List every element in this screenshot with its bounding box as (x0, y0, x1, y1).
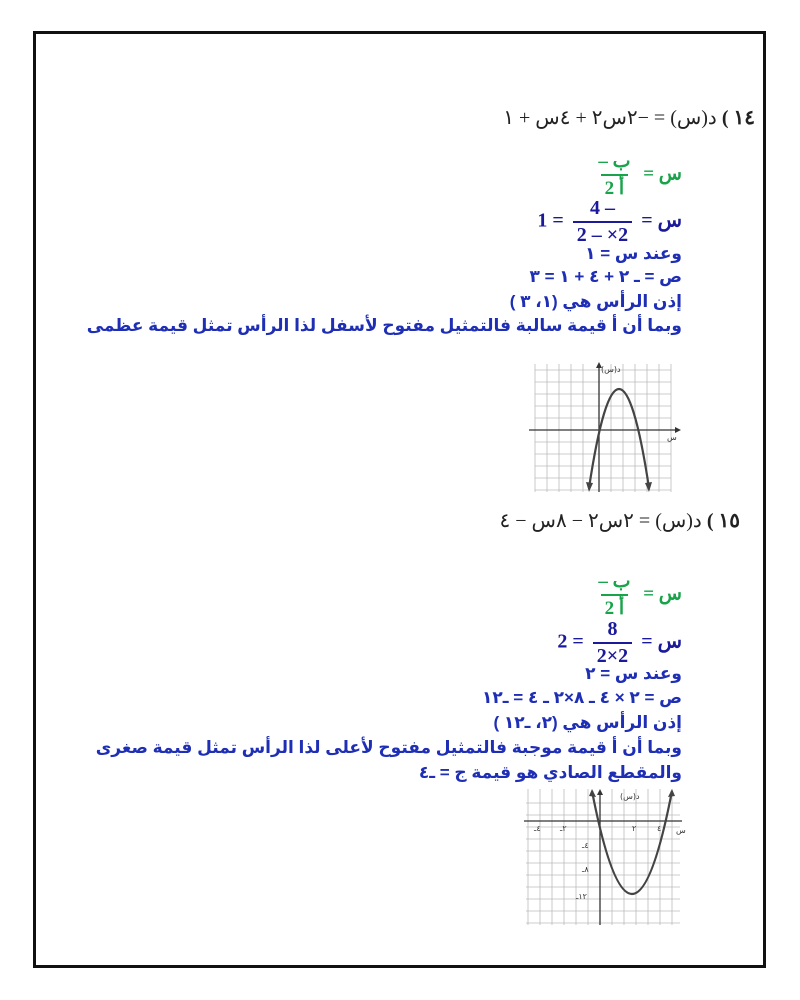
x-tick-label: ٤ (657, 824, 662, 833)
y-tick-label: ٨ـ (582, 865, 589, 874)
fraction (593, 618, 632, 668)
fraction-numerator: 8 (607, 618, 618, 640)
y-tick-label: ٤ـ (582, 841, 589, 850)
formula-lhs: س = (643, 583, 682, 605)
calc-result: = 2 (557, 630, 584, 653)
function-equation: د(س) = −٢س٢ + ٤س + ١ (503, 107, 717, 129)
solution-line: وبما أن أ قيمة موجبة فالتمثيل مفتوح لأعلى لذا الرأس تمثل قيمة صغرى (95, 738, 682, 757)
solution-line: ص = ٢ × ٤ ـ ٨×٢ ـ ٤ = ـ١٢ (482, 688, 682, 707)
y-axis-label: د(س) (601, 365, 621, 374)
parabola-graph-15 (520, 787, 686, 927)
solution-line: وعند س = ٢ (585, 664, 682, 683)
problem-number: ١٥ (718, 510, 740, 532)
function-equation: د(س) = ٢س٢ − ٨س − ٤ (499, 510, 702, 532)
y-tick-label: ١٢ـ (576, 892, 587, 901)
fraction (594, 150, 634, 200)
solution-line: والمقطع الصادي هو قيمة ج = ـ٤ (418, 763, 682, 782)
x-axis-label: س (667, 433, 677, 442)
parabola-graph-14 (523, 360, 683, 495)
x-tick-label: ٤ـ (534, 824, 541, 833)
x-axis-label: س (676, 826, 686, 835)
solution-line: وعند س = ١ (585, 244, 682, 263)
problem-number: ١٤ (733, 107, 755, 129)
problem-15-header: ١٥ ) د(س) = ٢س٢ − ٨س − ٤ (499, 510, 740, 532)
solution-line: إذن الرأس هي (٢، ـ١٢ ) (493, 713, 682, 732)
fraction-numerator: 4 – (589, 197, 615, 219)
calc-result: = 1 (537, 209, 564, 232)
vertex-calc (557, 618, 682, 668)
formula-lhs: س = (643, 163, 682, 185)
solution-line: ص = ـ ٢ + ٤ + ١ = ٣ (529, 267, 682, 286)
fraction-denominator: 2 – ×2 (573, 221, 632, 247)
fraction-denominator: 2 أ (601, 174, 629, 200)
fraction (573, 197, 632, 247)
problem-14-header: ١٤ ) د(س) = −٢س٢ + ٤س + ١ (503, 107, 755, 129)
fraction (594, 570, 634, 620)
solution-line: وبما أن أ قيمة سالبة فالتمثيل مفتوح لأسفل لذا الرأس تمثل قيمة عظمى (86, 316, 682, 335)
vertex-formula (590, 150, 682, 200)
fraction-numerator: – ب (598, 571, 631, 592)
solution-line: إذن الرأس هي (١، ٣ ) (509, 292, 682, 311)
x-tick-label: ٢ـ (560, 824, 567, 833)
fraction-denominator: 2 أ (601, 594, 629, 620)
vertex-calc (537, 197, 682, 247)
x-tick-label: ٢ (632, 824, 637, 833)
calc-lhs: س = (641, 630, 682, 653)
fraction-denominator: 2×2 (593, 642, 632, 668)
calc-lhs: س = (641, 209, 682, 232)
fraction-numerator: – ب (598, 151, 631, 172)
y-axis-label: د(س) (620, 792, 640, 801)
vertex-formula (590, 570, 682, 620)
